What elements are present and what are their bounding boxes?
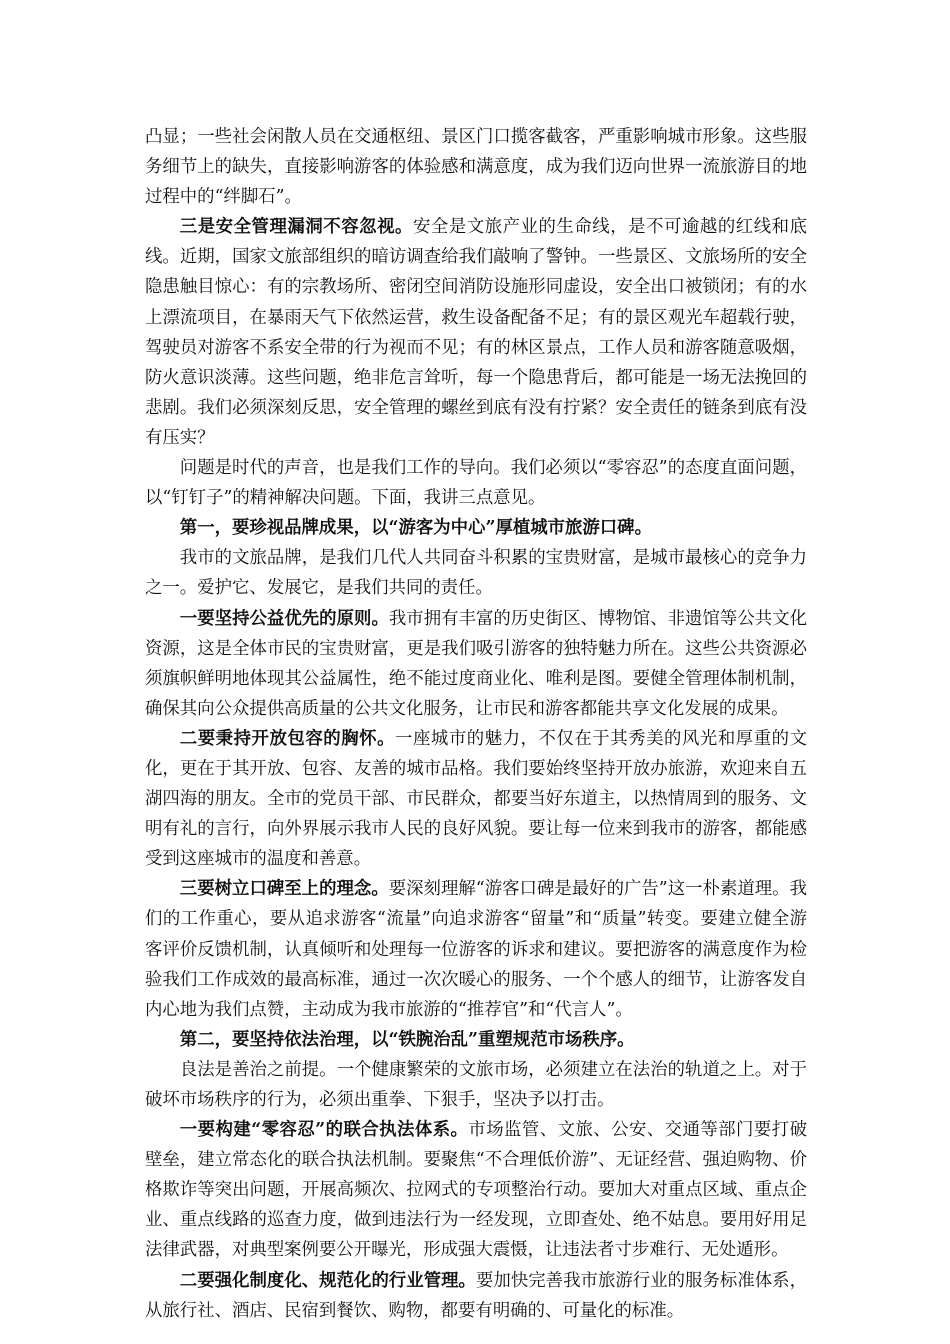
paragraph-text: 问题是时代的声音，也是我们工作的导向。我们必须以“零容忍”的态度直面问题，以“钉钉子”的精神解决问题。下面，我讲三点意见。 [145, 458, 807, 509]
paragraph-lead: 二要强化制度化、规范化的行业管理。 [179, 1270, 476, 1291]
paragraph-text: 安全是文旅产业的生命线，是不可逾越的红线和底线。近期，国家文旅部组织的暗访调查给我们敲响了警钟。一些景区、文旅场所的安全隐患触目惊心：有的宗教场所、密闭空间消防设施形同虚设，安全出口被锁闭；有的水上漂流项目，在暴雨天气下依然运营，救生设备配备不足；有的景区观光车超载行驶，驾驶员对游客不系安全带的行为视而不见；有的林区景点，工作人员和游客随意吸烟，防火意识淡薄。这些问题，绝非危言耸听，每一个隐患背后，都可能是一场无法挽回的悲剧。我们必须深刻反思，安全管理的螺丝到底有没有拧紧？安全责任的链条到底有没有压实？ [145, 217, 807, 448]
paragraph-lead: 二要秉持开放包容的胸怀。 [179, 728, 396, 749]
section-heading-first: 第一，要珍视品牌成果，以“游客为中心”厚植城市旅游口碑。 [179, 518, 652, 539]
paragraph-text: 要深刻理解“游客口碑是最好的广告”这一朴素道理。我们的工作重心，要从追求游客“流量”向追求游客“留量”和“质量”转变。要建立健全游客评价反馈机制，认真倾听和处理每一位游客的诉求和建议。要把游客的满意度作为检验我们工作成效的最高标准，通过一次次暖心的服务、一个个感人的细节，让游客发自内心地为我们点赞，主动成为我市旅游的“推荐官”和“代言人”。 [145, 879, 807, 1020]
paragraph-public-welfare [145, 604, 807, 724]
paragraph-transition [145, 453, 807, 513]
paragraph-text: 良法是善治之前提。一个健康繁荣的文旅市场，必须建立在法治的轨道之上。对于破坏市场秩序的行为，必须出重拳、下狠手，坚决予以打击。 [145, 1059, 807, 1110]
paragraph-text: 要加快完善我市旅游行业的服务标准体系，从旅行社、酒店、民宿到餐饮、购物，都要有明确的、可量化的标准。 [145, 1270, 807, 1321]
paragraph-text: 凸显；一些社会闲散人员在交通枢纽、景区门口揽客截客，严重影响城市形象。这些服务细节上的缺失，直接影响游客的体验感和满意度，成为我们迈向世界一流旅游目的地过程中的“绊脚石”。 [145, 127, 807, 208]
paragraph-lead: 三是安全管理漏洞不容忽视。 [179, 217, 413, 238]
paragraph-lead: 一要坚持公益优先的原则。 [179, 608, 389, 629]
paragraph-continuation [145, 122, 807, 212]
document-page [145, 122, 807, 1326]
paragraph-brand-intro [145, 543, 807, 603]
paragraph-text: 我市的文旅品牌，是我们几代人共同奋斗积累的宝贵财富，是城市最核心的竞争力之一。爱护它、发展它，是我们共同的责任。 [145, 548, 807, 599]
paragraph-text: 我市拥有丰富的历史街区、博物馆、非遗馆等公共文化资源，这是全体市民的宝贵财富，更是我们吸引游客的独特魅力所在。这些公共资源必须旗帜鲜明地体现其公益属性，绝不能过度商业化、唯利是图。要健全管理体制机制，确保其向公众提供高质量的公共文化服务，让市民和游客都能共享文化发展的成果。 [145, 608, 807, 719]
paragraph-industry-management [145, 1266, 807, 1326]
paragraph-lead: 三要树立口碑至上的理念。 [179, 879, 389, 900]
paragraph-lead: 一要构建“零容忍”的联合执法体系。 [179, 1120, 469, 1141]
paragraph-safety [145, 212, 807, 453]
paragraph-text: 市场监管、文旅、公安、交通等部门要打破壁垒，建立常态化的联合执法机制。要聚焦“不合理低价游”、无证经营、强迫购物、价格欺诈等突出问题，开展高频次、拉网式的专项整治行动。要加大对重点区域、重点企业、重点线路的巡查力度，做到违法行为一经发现，立即查处、绝不姑息。要用好用足法律武器，对典型案例要公开曝光，形成强大震慑，让违法者寸步难行、无处遁形。 [145, 1120, 807, 1261]
paragraph-openness [145, 724, 807, 874]
paragraph-joint-enforcement [145, 1115, 807, 1265]
paragraph-reputation [145, 874, 807, 1024]
paragraph-rule-of-law [145, 1055, 807, 1115]
paragraph-text: 一座城市的魅力，不仅在于其秀美的风光和厚重的文化，更在于其开放、包容、友善的城市品格。我们要始终坚持开放办旅游，欢迎来自五湖四海的朋友。全市的党员干部、市民群众，都要当好东道主，以热情周到的服务、文明有礼的言行，向外界展示我市人民的良好风貌。要让每一位来到我市的游客，都能感受到这座城市的温度和善意。 [145, 728, 807, 870]
section-heading-second: 第二，要坚持依法治理，以“铁腕治乱”重塑规范市场秩序。 [179, 1029, 635, 1050]
